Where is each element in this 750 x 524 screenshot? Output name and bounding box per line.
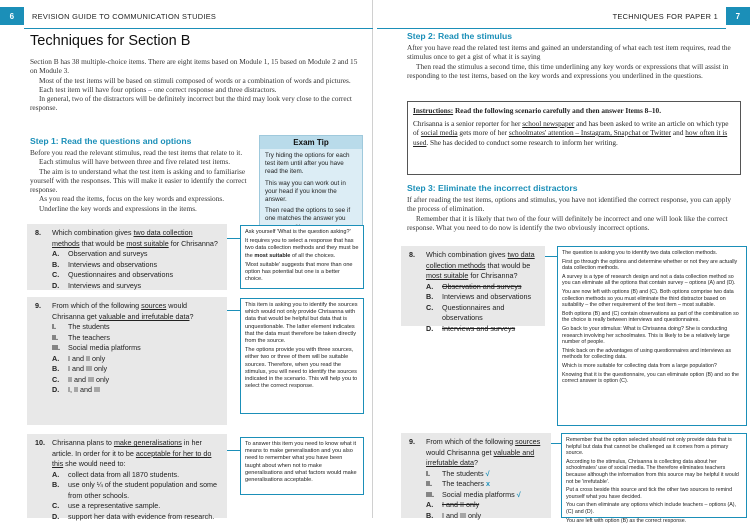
- tick-icon: √: [516, 489, 521, 499]
- option-d: D. I, II and III: [52, 385, 100, 394]
- right-header-rule: [377, 28, 726, 29]
- exam-tip-para-3: Then read the options to see if one matches the answer you: [265, 207, 351, 223]
- left-header: [0, 7, 373, 25]
- tick-icon: √: [485, 468, 490, 478]
- right-page: [377, 0, 750, 524]
- page-title: Techniques for Section B: [30, 33, 191, 49]
- right-running-head: TECHNIQUES FOR PAPER 1: [612, 11, 718, 21]
- option-a: A. Observation and surveys: [426, 281, 522, 291]
- left-header-rule: [24, 28, 373, 29]
- step1-heading: Step 1: Read the questions and options: [30, 136, 192, 146]
- left-running-head: REVISION GUIDE TO COMMUNICATION STUDIES: [32, 11, 217, 21]
- connector-line: [227, 238, 240, 239]
- source-ii: II. The teachers: [52, 332, 110, 342]
- exam-tip-title: Exam Tip: [260, 136, 362, 149]
- question-10-note: To answer this item you need to know what it means to make generalisation and you also need to remember what you have been taught about when not to make generalisations and what factors would make generalisations acceptable.: [240, 437, 364, 495]
- option-c: C. Questionnaires and observations: [426, 302, 505, 322]
- connector-line: [551, 443, 561, 444]
- intro-para-3: Each test item will have four options – one correct response and three distractors.: [39, 84, 277, 94]
- step2-text: [407, 43, 741, 80]
- question-9-box: [27, 297, 227, 425]
- question-stem: From which of the following sources would Chrisanna get valuable and irrefutable data?: [426, 437, 541, 467]
- step1-para-5: Underline the key words and expressions in the items.: [39, 203, 197, 213]
- question-9-elimination-box: [401, 433, 551, 518]
- option-c: C. Questionnaires and observations: [52, 270, 174, 279]
- exam-tip-para-1: Try hiding the options for each test item until after you have read the item.: [265, 152, 350, 176]
- exam-tip-box: [259, 135, 363, 233]
- question-8-box: [27, 224, 227, 290]
- step1-para-1: Before you read the relevant stimulus, read the test items that relate to it.: [30, 148, 243, 157]
- option-c: C. use a representative sample.: [52, 501, 161, 510]
- step1-para-3: The aim is to understand what the test item is asking and to familiarise yourself with the responses. This will make it easier to identify the correct response.: [30, 166, 247, 195]
- intro-text: [30, 57, 360, 113]
- option-a: A. I and II only: [426, 500, 480, 509]
- question-stem: Which combination gives two data collection methods that would be most suitable for Chrisanna?: [426, 250, 535, 280]
- option-a: A. collect data from all 1870 students.: [52, 469, 180, 479]
- option-c: C. II and III only: [52, 374, 110, 384]
- exam-tip-para-2: This way you can work out in your head if you know the answer.: [265, 179, 346, 204]
- step3-heading: Step 3: Eliminate the incorrect distractors: [407, 183, 578, 193]
- intro-para-2: Most of the test items will be based on stimuli composed of words or a combination of words and pictures.: [39, 75, 351, 85]
- left-page: [0, 0, 373, 521]
- right-page-number: 7: [726, 7, 750, 25]
- step3-para-1: If after reading the test items, options and stimulus, you have not identified the correct response, you can apply the process of elimination.: [407, 195, 732, 214]
- step1-para-4: As you read the items, focus on the key words and expressions.: [39, 194, 225, 204]
- step3-para-2: Remember that it is likely that two of the four will definitely be incorrect and one will look like the correct response. What you need to do now is identify the two obviously incorrect options.: [407, 213, 728, 232]
- scenario-box: [407, 101, 741, 175]
- question-8-note: Ask yourself 'What is the question asking?' It requires you to select a response that has two data collection methods and they must be the most suitable of all the choices. 'Most suitable' suggests that more than one option has potential but one is a better choice.: [240, 225, 364, 289]
- option-b: B. I and III only: [52, 364, 108, 373]
- connector-line: [227, 310, 240, 311]
- option-b: B. use only ¼ of the student population and some from other schools.: [52, 480, 218, 500]
- option-b: B. Interviews and observations: [52, 259, 158, 269]
- left-page-number: 6: [0, 7, 24, 25]
- question-9-elimination-note: Remember that the option selected should not only provide data that is helpful but data that cannot be challenged as it comes from a primary source. According to the stimulus, Chrisanna is collecting data about her schoolmates' use of social media. The therefore eliminates teachers because although the information from this source may be helpful it would not be 'irrefutable'. Put a cross beside this source and tick the other two sources to remind yourself what you have decided. You can then eliminate any options which include teachers – options (A), (C) and (D). You are left with option (B) as the correct response.: [561, 433, 747, 518]
- option-a: A. Observation and surveys: [52, 249, 148, 258]
- scenario-text: Chrisanna is a senior reporter for her school newspaper and has been asked to write an article on which type of social media gets more of her schoolmates' attention – Instagram, Snapchat or Twitter and how often it is used. She has decided to conduct some research to inform her writing.: [413, 118, 729, 147]
- intro-para-4: In general, two of the distractors will be definitely incorrect but the third may look very close to the correct response.: [30, 94, 352, 113]
- question-number: 10.: [35, 438, 45, 447]
- question-number: 9.: [35, 301, 41, 310]
- step2-heading: Step 2: Read the stimulus: [407, 31, 513, 41]
- step1-para-2: Each stimulus will have between three and five related test items.: [39, 157, 231, 167]
- connector-line: [227, 450, 240, 451]
- cross-icon: x: [485, 479, 490, 488]
- question-8-elimination-box: [401, 246, 545, 333]
- question-9-note: This item is asking you to identify the sources which would not only provide Chrisanna with data that would be helpful but data that is unquestionable. The latter element indicates that the data must therefore be taken directly from the source. The options provide you with three sources, either two or three of them will be suitable sources. Therefore, when you read the stimulus, you will need to identify the sources indicated in the scenario. This will help you to select the correct response.: [240, 298, 364, 414]
- source-iii: III. Social media platforms √: [426, 489, 521, 499]
- option-b: B. Interviews and observations: [426, 292, 532, 301]
- connector-line: [545, 256, 557, 257]
- right-header: [377, 7, 750, 25]
- question-10-box: [27, 434, 227, 521]
- source-i: I. The students √: [426, 468, 490, 478]
- source-ii: II. The teachers x: [426, 479, 490, 488]
- question-number: 8.: [35, 228, 41, 237]
- question-stem: From which of the following sources would Chrisanna get valuable and irrefutable data?: [52, 301, 194, 321]
- question-8-elimination-note: The question is asking you to identify two data collection methods. First go through the options and determine whether or not they are actually data collection methods. A survey is a type of research design and not a data collection method so you can eliminate all the options that contain survey – options (A) and (D). You are now left with options (B) and (C). Both options comprise two data collection methods so you must eliminate the third distractor based on suitability – the other requirement of the test item – most suitable. Both options (B) and (C) contain observations as part of the combination so the choice is really between interviews and questionnaires. Go back to your stimulus: What is Chrisanna doing? She is conducting research involving her schoolmates. This is likely to be a relatively large number of people. Think back on the advantages of using questionnaires and interviews as methods for collecting data. Which is more suitable for collecting data from a large population? Knowing that it is the questionnaire, you can eliminate option (B) and so the correct answer is option (C).: [557, 246, 747, 426]
- intro-para-1: Section B has 38 multiple-choice items. There are eight items based on Module 1, 15 based on Module 2 and 15 on Module 3.: [30, 57, 358, 76]
- step1-text: [30, 148, 254, 213]
- step3-text: [407, 195, 741, 232]
- source-i: I. The students: [52, 322, 110, 331]
- scenario-instructions: Instructions: Read the following scenario carefully and then answer Items 8–10.: [413, 106, 662, 115]
- source-iii: III. Social media platforms: [52, 343, 141, 352]
- question-stem: Which combination gives two data collection methods that would be most suitable for Chrisanna?: [52, 228, 218, 248]
- option-a: A. I and II only: [52, 353, 106, 363]
- option-b: B. I and III only: [426, 510, 482, 520]
- question-number: 8.: [409, 250, 415, 259]
- question-stem: Chrisanna plans to make generalisations in her article. In order for it to be acceptable for her to do this she would need to:: [52, 438, 212, 468]
- option-d: D. Interviews and surveys: [52, 280, 142, 290]
- option-d: D. support her data with evidence from research.: [52, 511, 215, 521]
- step2-para-1: After you have read the related test items and gained an understanding of what each test item requires, read the stimulus once to get a gist of what it is saying: [407, 43, 731, 62]
- step2-para-2: Then read the stimulus a second time, this time underlining any key words or expressions that will assist in responding to the test items, based on the key words and expressions you underlined in the questions.: [407, 61, 729, 80]
- question-number: 9.: [409, 437, 415, 446]
- option-d: D. Interviews and surveys: [426, 323, 516, 333]
